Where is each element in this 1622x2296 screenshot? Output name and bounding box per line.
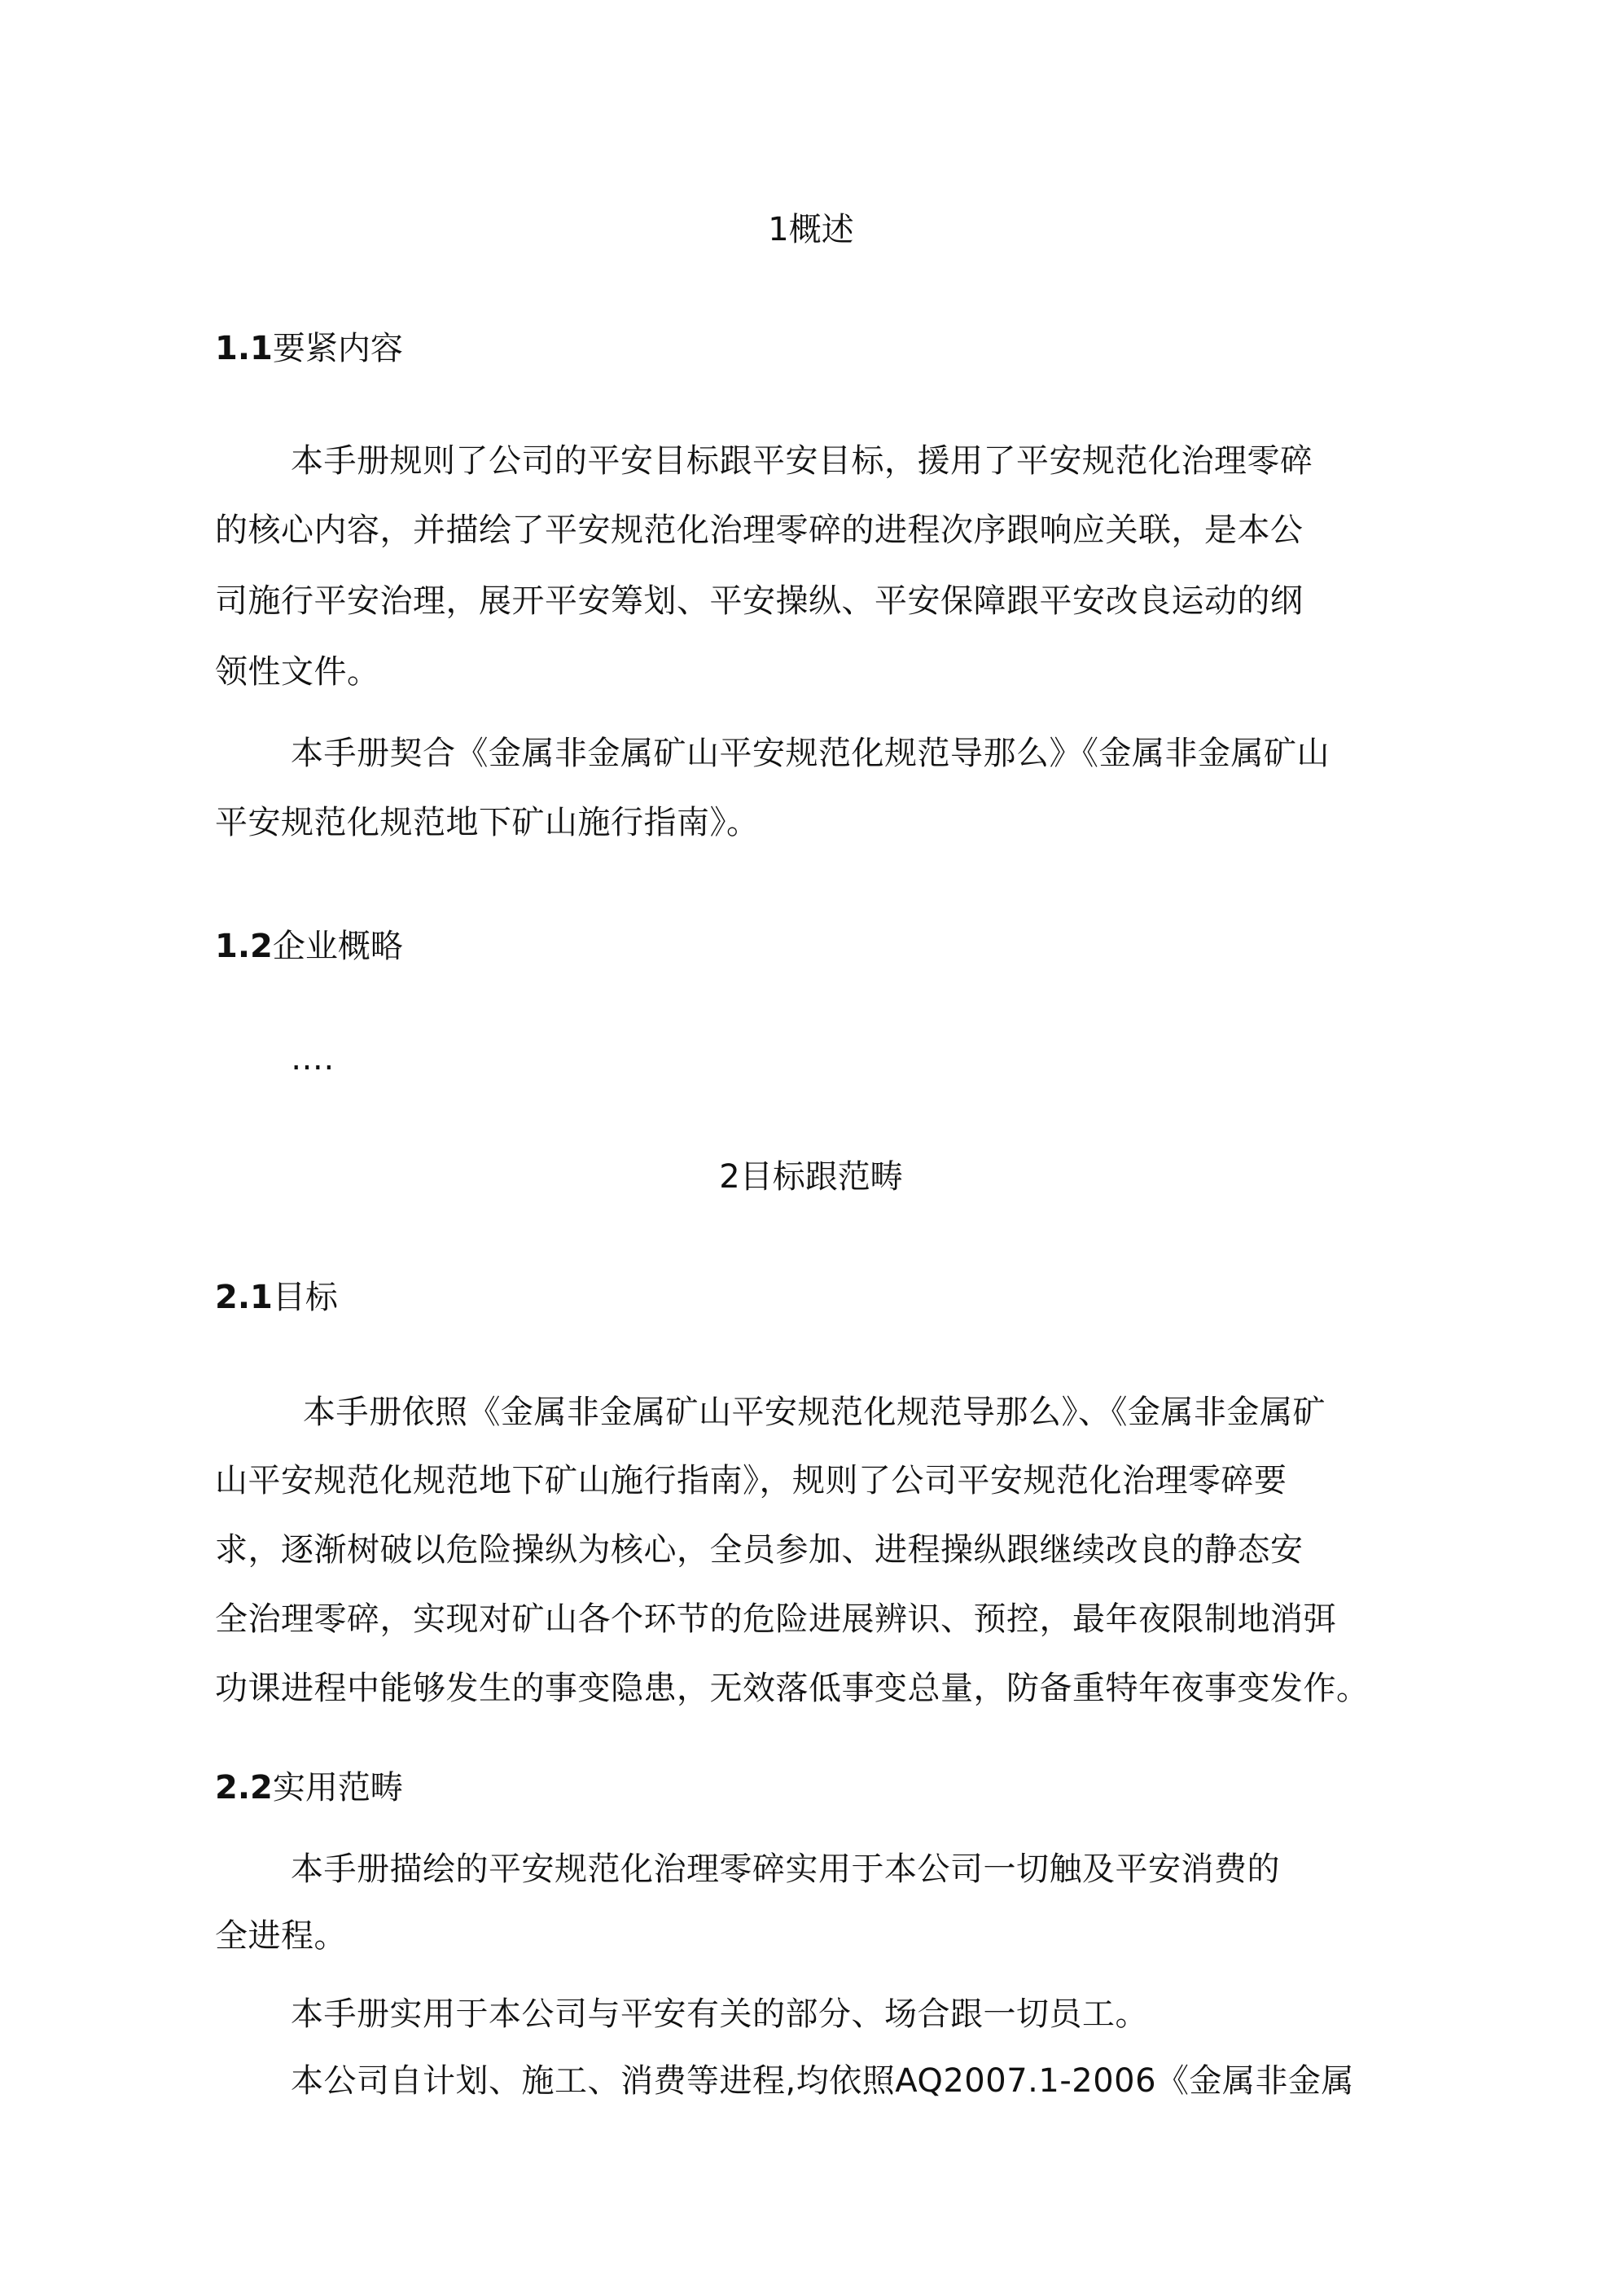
paragraph-line: 本公司自计划、施工、消费等进程,均依照AQ2007.1-2006《金属非金属: [291, 2062, 1355, 2100]
paragraph-line: 本手册描绘的平安规范化治理零碎实用于本公司一切触及平安消费的: [291, 1850, 1280, 1888]
section-1-1-heading: [215, 332, 403, 365]
paragraph-line: 司施行平安治理，展开平安筹划、平安操纵、平安保障跟平安改良运动的纲: [215, 582, 1304, 620]
section-2-2-heading: [215, 1769, 403, 1807]
paragraph-line: 全进程。: [215, 1917, 347, 1955]
section-number: 1.1: [215, 330, 273, 367]
section-number: 2.2: [215, 1769, 273, 1807]
section-2-1-heading: [215, 1281, 338, 1314]
paragraph-line: 本手册契合《金属非金属矿山平安规范化规范导那么》《金属非金属矿山: [291, 735, 1330, 772]
paragraph-line: ….: [291, 1040, 335, 1078]
section-label: 要紧内容: [272, 330, 403, 367]
section-label: 企业概略: [272, 928, 403, 965]
paragraph-line: 的核心内容，并描绘了平安规范化治理零碎的进程次序跟响应关联，是本公: [215, 511, 1304, 549]
section-number: 1.2: [215, 928, 273, 965]
chapter-2-title: 2目标跟范畴: [719, 1158, 903, 1196]
paragraph-line: 功课进程中能够发生的事变隐患，无效落低事变总量，防备重特年夜事变发作。: [215, 1670, 1370, 1707]
paragraph-line: 平安规范化规范地下矿山施行指南》。: [215, 804, 760, 841]
chapter-1-title: 1概述: [768, 211, 854, 248]
section-label: 目标: [272, 1279, 338, 1316]
section-label: 实用范畴: [272, 1769, 403, 1807]
paragraph-line: 全治理零碎，实现对矿山各个环节的危险进展辨识、预控，最年夜限制地消弭: [215, 1600, 1336, 1638]
paragraph-line: 本手册规则了公司的平安目标跟平安目标，援用了平安规范化治理零碎: [291, 442, 1313, 480]
paragraph-line: 本手册实用于本公司与平安有关的部分、场合跟一切员工。: [291, 1995, 1148, 2033]
section-number: 2.1: [215, 1279, 273, 1316]
paragraph-line: 本手册依照《金属非金属矿山平安规范化规范导那么》、《金属非金属矿: [303, 1394, 1326, 1431]
paragraph-line: 山平安规范化规范地下矿山施行指南》，规则了公司平安规范化治理零碎要: [215, 1462, 1287, 1499]
paragraph-line: 领性文件。: [215, 653, 380, 691]
section-1-2-heading: [215, 930, 403, 963]
paragraph-line: 求，逐渐树破以危险操纵为核心，全员参加、进程操纵跟继续改良的静态安: [215, 1531, 1304, 1569]
